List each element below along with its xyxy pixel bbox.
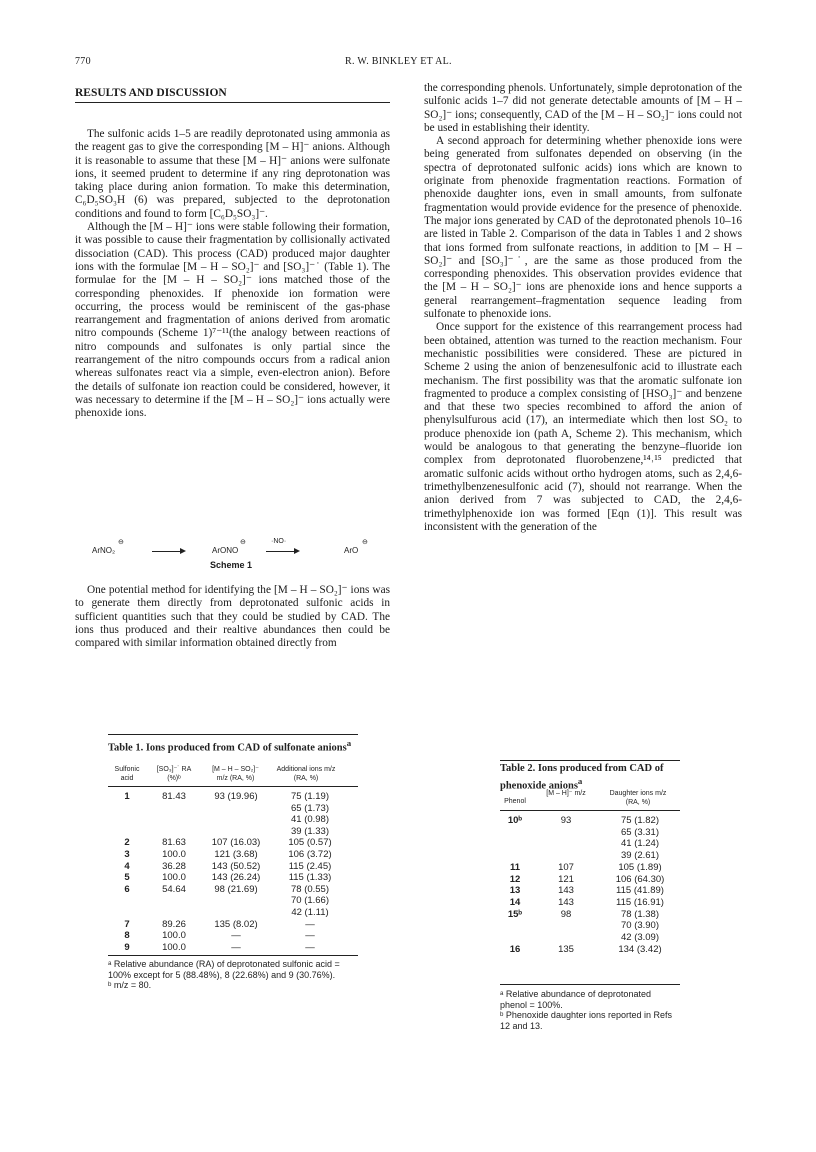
daughter-ion: 78 (1.38) [620,908,660,920]
phenol-number: 10ᵇ [507,815,523,826]
paragraph: the corresponding phenols. Unfortunately, simple deprotonation of the sulfonic acids 1–7 did not generate detectable amounts of [M – H – SO₂]⁻ ions; consequently, CAD of the [M – H – SO₂]⁻ ions could not be used in establishing their identity. [424,82,742,134]
scheme-species: ArONO [212,546,239,555]
sulfonic-acid-number: 5 [124,872,130,884]
daughter-ion: 134 (3.42) [618,943,662,955]
additional-ion: 70 (1.66) [290,895,330,907]
phenoxide-ion-value: 143 (26.24) [211,872,261,884]
daughter-ion: 41 (1.24) [620,838,660,850]
paragraph: The sulfonic acids 1–5 are readily deprotonated using ammonia as the reagent gas to give the corresponding [M – H]⁻ anions. Although it is reasonable to assume that these [M – H]⁻ anions were sulfonate ions, it seemed prudent to determine if any ring deprotonation was taking place during anion formation. To make this determination, C₆D₅SO₃H (6) was prepared, subjected to the deprotonation conditions and found to form [C₆D₅SO₃]⁻. [75,128,390,220]
daughter-ion: 75 (1.82) [620,815,660,826]
phenoxide-ion-value: — [231,941,241,953]
sulfonic-acid-number: 6 [124,883,130,895]
sulfonic-acid-number: 1 [124,791,130,802]
so3-abundance: 100.0 [162,941,186,953]
table-2 [500,760,680,1060]
left-column-continued [75,584,390,650]
footnote-mark: a [346,738,352,748]
parent-ion-mz: 93 [560,815,572,826]
right-column [424,82,742,534]
additional-ion: 105 (0.57) [288,837,332,849]
phenoxide-ion-value: 98 (21.69) [214,883,258,895]
paragraph: A second approach for determining whether phenoxide ions were being generated from sulfonates depended on observing (in the spectra of deprotonated sulfonic acids) ions which are known to originate from phenoxide fragmentation reactions. Formation of phenoxide daughter ions, even in small amounts, from sulfonate fragmentation would provide evidence for the presence of phenoxide. The major ions generated by CAD of the deprotonated phenols 10–16 are listed in Table 2. Comparison of the data in Tables 1 and 2 shows that ions formed from sulfonate reactions, in addition to [M – H – SO₂]⁻ and [SO₃]⁻˙, are the same as those produced from the corresponding phenoxides. This observation provides evidence that the [M – H – SO₂]⁻ ions are phenoxide ions and hence supports a general rearrangement–fragmentation sequence leading from sulfonate to phenoxide ions. [424,135,742,321]
sulfonic-acid-number: 4 [124,860,130,872]
phenol-number: 13 [509,885,521,897]
additional-ion: 78 (0.55) [290,883,330,895]
so3-abundance: 100.0 [162,872,186,884]
phenoxide-ion-value: 143 (50.52) [211,860,261,872]
table-footnote: ᵃ Relative abundance (RA) of deprotonated sulfonic acid = 100% except for 5 (88.48%), 8 (22.68%) and 9 (30.76%). [108,959,340,980]
table-caption-number: Table 1. [108,742,144,754]
so3-abundance: 100.0 [162,849,186,860]
additional-ion: 42 (1.11) [291,907,329,918]
additional-ion: 75 (1.19) [290,791,330,802]
column-header: Sulfonic acid [114,766,140,782]
sulfonic-acid-number: 3 [124,849,130,860]
column-header: Phenol [504,798,526,805]
page-number: 770 [75,56,91,67]
loss-label: ·NO· [271,538,287,545]
so3-abundance: 100.0 [162,930,186,942]
so3-abundance: 81.43 [162,791,186,802]
phenoxide-ion-value: 135 (8.02) [214,918,258,930]
additional-ion: 115 (1.33) [288,872,332,884]
footnote-mark: a [577,776,583,786]
phenol-number: 16 [509,943,521,955]
scheme-species: ArO [344,546,359,555]
scheme-label: Scheme 1 [210,560,253,570]
column-header: [M – H]⁻ m/z [546,790,586,797]
phenoxide-ion-value: 107 (16.03) [211,837,261,849]
so3-abundance: 36.28 [162,860,186,872]
additional-ion: — [305,941,315,953]
scheme-1 [90,538,390,576]
additional-ion: 65 (1.73) [290,802,330,814]
parent-ion-mz: 107 [558,861,574,873]
sulfonic-acid-number: 7 [124,918,130,930]
table-caption: Ions produced from CAD of phenoxide anions [500,763,664,792]
phenoxide-ion-value: 93 (19.96) [214,791,258,802]
column-header: Daughter ions m/z (RA, %) [609,790,667,806]
additional-ion: — [305,930,315,942]
daughter-ion: 70 (3.90) [620,920,660,932]
phenol-number: 15ᵇ [507,908,523,920]
table-footnote: ᵃ Relative abundance of deprotonated phenol = 100%. [500,989,651,1010]
section-title: RESULTS AND DISCUSSION [75,87,390,103]
so3-abundance: 81.63 [162,837,186,849]
additional-ion: 39 (1.33) [290,825,330,837]
column-header: Additional ions m/z (RA, %) [276,766,336,782]
sulfonic-acid-number: 8 [124,930,130,942]
additional-ion: — [305,918,315,930]
charge-symbol: ⊖ [118,539,124,546]
reaction-arrow [152,551,184,552]
column-header: [M – H – SO₂]⁻ m/z (RA, %) [212,766,259,782]
sulfonic-acid-number: 2 [124,837,130,849]
daughter-ion: 42 (3.09) [620,932,660,943]
parent-ion-mz: 121 [558,873,574,885]
parent-ion-mz: 143 [558,885,574,897]
phenoxide-ion-value: — [231,930,241,942]
left-column [75,128,390,421]
phenol-number: 12 [509,873,521,885]
daughter-ion: 115 (41.89) [616,885,664,897]
column-header: [SO₃]⁻˙ RA (%)ᵇ [156,766,192,782]
additional-ion: 106 (3.72) [288,849,332,860]
table-footnote: ᵇ Phenoxide daughter ions reported in Refs 12 and 13. [500,1010,673,1031]
phenol-number: 14 [509,896,521,908]
sulfonic-acid-number: 9 [124,941,130,953]
paragraph: One potential method for identifying the [M – H – SO₂]⁻ ions was to generate them directly from deprotonated sulfonic acids in sufficient quantities such that they could be studied by CAD. The ions thus produced and their realtive abundances then could be compared with similar information obtained directly from [75,584,390,650]
parent-ion-mz: 143 [558,896,574,908]
running-title: R. W. BINKLEY ET AL. [345,56,452,67]
table-1 [108,734,358,1024]
table-footnote: ᵇ m/z = 80. [108,980,152,990]
so3-abundance: 54.64 [162,883,186,895]
daughter-ion: 105 (1.89) [618,861,662,873]
charge-symbol: ⊖ [362,539,368,546]
charge-symbol: ⊖ [240,539,246,546]
parent-ion-mz: 98 [560,908,572,920]
so3-abundance: 89.26 [162,918,186,930]
paragraph: Although the [M – H]⁻ ions were stable following their formation, it was possible to cause their fragmentation by collisionally activated dissociation (CAD). This process (CAD) produced major daughter ions with the formulae [M – H – SO₂]⁻ and [SO₃]⁻˙ (Table 1). The formulae for the [M – H – SO₂]⁻ ions matched those of the corresponding phenoxides. If phenoxide ion formation were occurring, the process would be reminiscent of the gas-phase rearrangement and fragmentation of anions derived from aromatic nitro compounds (Scheme 1)⁷⁻¹¹(the analogy between reactions of nitro compounds and sulfonates is only partial since the rearrangement of the nitro compounds occurs from a radical anion whereas sulfonates react via a simple, even-electron anion). Before the details of sulfonate ion reaction could be considered, however, it was necessary to determine if the [M – H – SO₂]⁻ ions actually were phenoxide ions. [75,221,390,420]
additional-ion: 115 (2.45) [288,860,332,872]
reaction-arrow [266,551,298,552]
daughter-ion: 106 (64.30) [615,873,665,885]
daughter-ion: 65 (3.31) [620,826,660,838]
daughter-ion: 39 (2.61) [620,850,660,862]
parent-ion-mz: 135 [558,943,574,955]
table-caption: Ions produced from CAD of sulfonate anions [145,742,347,754]
phenoxide-ion-value: 121 (3.68) [214,849,258,860]
phenol-number: 11 [509,861,521,873]
additional-ion: 41 (0.98) [290,814,330,826]
scheme-species: ArNO₂ [92,546,116,555]
paragraph: Once support for the existence of this rearrangement process had been obtained, attention was turned to the reaction mechanism. Four mechanistic possibilities were considered. These are pictured in Scheme 2 using the anion of benzenesulfonic acid to illustrate each mechanism. The first possibility was that the aromatic sulfonate ion fragmented to produce a complex consisting of [HSO₃]⁻ and benzene and that these two species recombined to afford the anion of phenylsulfurous acid (17), an intermediate which then lost SO₂ to produce phenoxide ion (path A, Scheme 2). This mechanism, which would be analogous to that generating the benzyne–fluoride ion complex from deprotonated fluorobenzene,¹⁴˒¹⁵ predicted that aromatic sulfonic acids without ortho hydrogen atoms, such as 2,4,6-trimethylbenzenesulfonic acid (7), should not rearrange. When the anion derived from 7 was subjected to CAD, the 2,4,6-trimethylphenoxide ion was formed [Eqn (1)]. This result was inconsistent with the generation of the [424,321,742,533]
daughter-ion: 115 (16.91) [616,896,664,908]
table-caption-number: Table 2. [500,763,536,774]
